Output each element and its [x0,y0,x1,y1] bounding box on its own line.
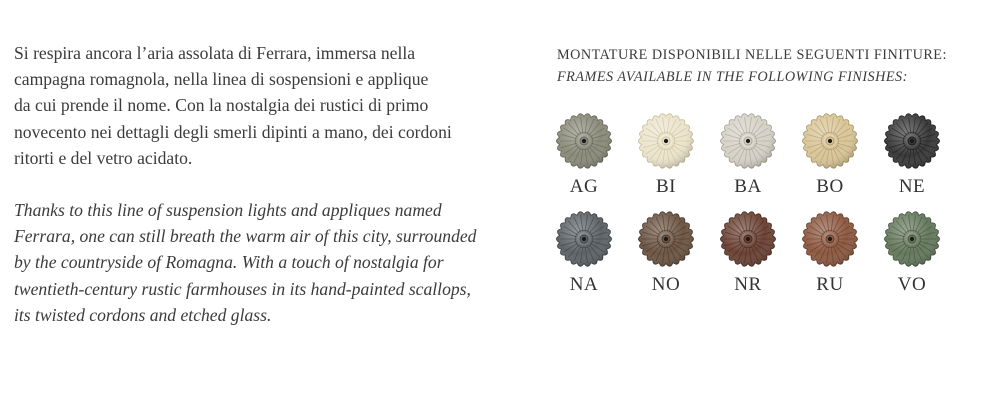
finish-code: NE [898,176,926,197]
rosette-finish-image [719,210,777,268]
finish-swatch [625,210,707,296]
rosette-finish-image [883,210,941,268]
finishes-panel [557,44,987,295]
finish-code: NR [734,274,762,295]
rosette-finish-image [637,210,695,268]
finish-swatch [543,210,625,296]
finishes-heading-italian: MONTATURE DISPONIBILI NELLE SEGUENTI FINITURE: [557,47,947,63]
rosette-finish-image [555,210,613,268]
rosette-finish-image [801,112,859,170]
description-column [14,40,534,328]
finish-swatch [707,210,789,296]
finish-swatch [871,112,953,198]
finish-code: RU [816,274,844,295]
finish-swatch [625,112,707,198]
finish-swatch [871,210,953,296]
finish-swatch [543,112,625,198]
finishes-row [543,210,953,296]
finishes-row [543,112,953,198]
rosette-finish-image [637,112,695,170]
finish-code: BI [656,176,676,197]
finish-code: BA [734,176,762,197]
finish-swatch [707,112,789,198]
finish-code: VO [897,274,927,295]
finish-code: AG [569,176,599,197]
rosette-finish-image [883,112,941,170]
rosette-finish-image [555,112,613,170]
finish-swatch [789,112,871,198]
italian-description: Si respira ancora l’aria assolata di Ferrara, immersa nella campagna romagnola, nella linea di sospensioni e applique da cui prende il nome. Con la nostalgia dei rustici di primo novecento nei dettagli degli smerli dipinti a mano, dei cordoni ritorti e del vetro acidato. [14,43,452,168]
finish-code: NA [569,274,599,295]
rosette-finish-image [801,210,859,268]
finishes-grid [557,112,987,296]
finish-swatch [789,210,871,296]
english-description: Thanks to this line of suspension lights and appliques named Ferrara, one can still breath the warm air of this city, surrounded by the countryside of Romagna. With a touch of nostalgia for twentieth-century rustic farmhouses in its hand-painted scallops, its twisted cordons and etched glass. [14,200,477,325]
finish-code: NO [651,274,681,295]
finish-code: BO [816,176,844,197]
finishes-heading-english: FRAMES AVAILABLE IN THE FOLLOWING FINISHES: [557,69,908,85]
rosette-finish-image [719,112,777,170]
